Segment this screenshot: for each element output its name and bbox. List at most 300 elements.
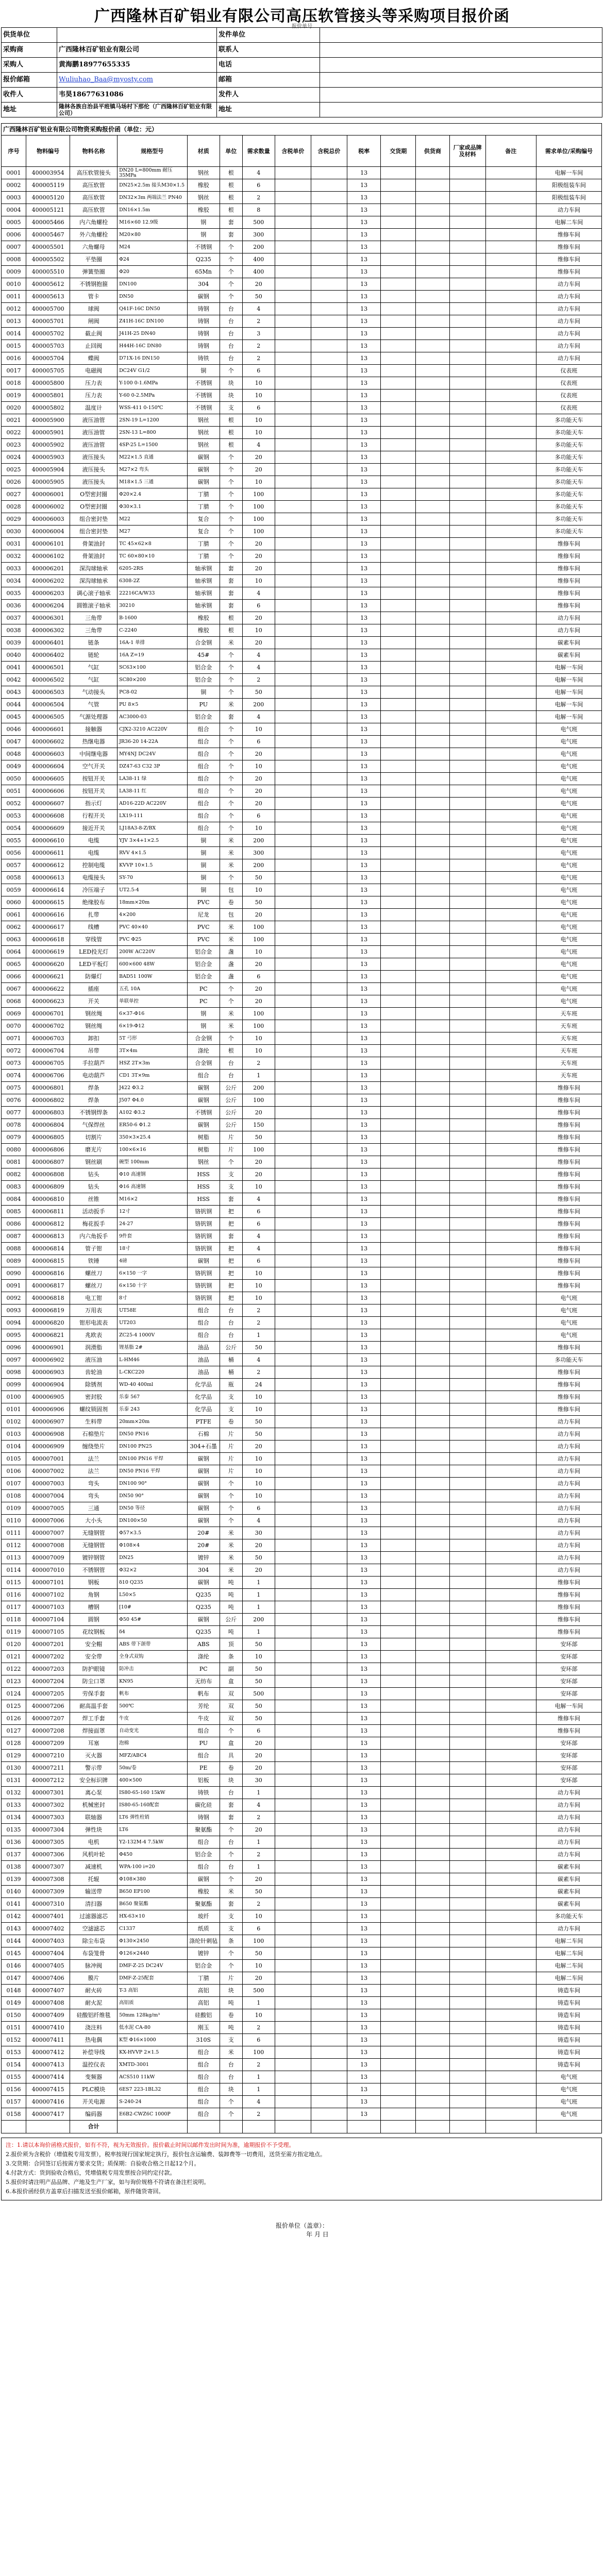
total-price-input[interactable] <box>311 365 347 377</box>
remark-input[interactable] <box>485 439 536 451</box>
delivery-input[interactable] <box>381 1614 416 1626</box>
unit-price-input[interactable] <box>275 1317 311 1329</box>
delivery-input[interactable] <box>381 773 416 785</box>
remark-input[interactable] <box>485 488 536 501</box>
total-price-input[interactable] <box>311 1614 347 1626</box>
brand-input[interactable] <box>449 995 485 1008</box>
brand-input[interactable] <box>449 1354 485 1366</box>
unit-price-input[interactable] <box>275 1206 311 1218</box>
total-price-input[interactable] <box>311 216 347 229</box>
unit-price-input[interactable] <box>275 1156 311 1168</box>
supplier-input[interactable] <box>416 427 450 439</box>
supplier-input[interactable] <box>416 1577 450 1589</box>
total-price-input[interactable] <box>311 1317 347 1329</box>
brand-input[interactable] <box>449 723 485 736</box>
total-price-input[interactable] <box>311 835 347 847</box>
unit-price-input[interactable] <box>275 896 311 909</box>
total-price-input[interactable] <box>311 600 347 612</box>
delivery-input[interactable] <box>381 1168 416 1181</box>
brand-input[interactable] <box>449 1577 485 1589</box>
total-price-input[interactable] <box>311 1923 347 1935</box>
unit-price-input[interactable] <box>275 2034 311 2046</box>
delivery-input[interactable] <box>381 179 416 192</box>
total-price-input[interactable] <box>311 1342 347 1354</box>
brand-input[interactable] <box>449 167 485 179</box>
supplier-input[interactable] <box>416 1564 450 1577</box>
supplier-input[interactable] <box>416 1391 450 1403</box>
brand-input[interactable] <box>449 1762 485 1774</box>
remark-input[interactable] <box>485 909 536 921</box>
brand-input[interactable] <box>449 1440 485 1453</box>
delivery-input[interactable] <box>381 1292 416 1304</box>
total-price-input[interactable] <box>311 1849 347 1861</box>
supplier-input[interactable] <box>416 995 450 1008</box>
total-price-input[interactable] <box>311 971 347 983</box>
total-price-input[interactable] <box>311 1304 347 1317</box>
total-price-input[interactable] <box>311 1552 347 1564</box>
unit-price-input[interactable] <box>275 167 311 179</box>
delivery-input[interactable] <box>381 1354 416 1366</box>
delivery-input[interactable] <box>381 2009 416 2022</box>
supplier-input[interactable] <box>416 723 450 736</box>
remark-input[interactable] <box>485 1564 536 1577</box>
unit-price-input[interactable] <box>275 550 311 563</box>
remark-input[interactable] <box>485 1119 536 1131</box>
total-price-input[interactable] <box>311 1762 347 1774</box>
delivery-input[interactable] <box>381 1910 416 1923</box>
remark-input[interactable] <box>485 1898 536 1910</box>
unit-price-input[interactable] <box>275 2022 311 2034</box>
brand-input[interactable] <box>449 476 485 488</box>
total-price-input[interactable] <box>311 798 347 810</box>
delivery-input[interactable] <box>381 1144 416 1156</box>
brand-input[interactable] <box>449 896 485 909</box>
total-price-input[interactable] <box>311 1502 347 1515</box>
remark-input[interactable] <box>485 2046 536 2059</box>
remark-input[interactable] <box>485 736 536 748</box>
delivery-input[interactable] <box>381 1774 416 1787</box>
brand-input[interactable] <box>449 847 485 859</box>
remark-input[interactable] <box>485 1873 536 1886</box>
supplier-input[interactable] <box>416 167 450 179</box>
total-price-input[interactable] <box>311 1700 347 1713</box>
unit-price-input[interactable] <box>275 1960 311 1972</box>
delivery-input[interactable] <box>381 476 416 488</box>
supplier-input[interactable] <box>416 1465 450 1478</box>
remark-input[interactable] <box>485 2096 536 2108</box>
supplier-input[interactable] <box>416 1985 450 1997</box>
supplier-input[interactable] <box>416 1725 450 1737</box>
total-price-input[interactable] <box>311 1020 347 1032</box>
total-price-input[interactable] <box>311 921 347 934</box>
brand-input[interactable] <box>449 451 485 464</box>
brand-input[interactable] <box>449 1527 485 1539</box>
total-price-input[interactable] <box>311 847 347 859</box>
supplier-input[interactable] <box>416 1020 450 1032</box>
brand-input[interactable] <box>449 538 485 550</box>
remark-input[interactable] <box>485 1688 536 1700</box>
supplier-input[interactable] <box>416 1181 450 1193</box>
remark-input[interactable] <box>485 1107 536 1119</box>
unit-price-input[interactable] <box>275 1614 311 1626</box>
remark-input[interactable] <box>485 1861 536 1873</box>
brand-input[interactable] <box>449 1626 485 1638</box>
remark-input[interactable] <box>485 1255 536 1267</box>
unit-price-input[interactable] <box>275 1997 311 2009</box>
total-price-input[interactable] <box>311 612 347 624</box>
remark-input[interactable] <box>485 1304 536 1317</box>
supplier-input[interactable] <box>416 1131 450 1144</box>
remark-input[interactable] <box>485 1614 536 1626</box>
supplier-input[interactable] <box>416 859 450 872</box>
total-price-input[interactable] <box>311 1750 347 1762</box>
supplier-input[interactable] <box>416 365 450 377</box>
brand-input[interactable] <box>449 1119 485 1131</box>
total-price-input[interactable] <box>311 649 347 662</box>
brand-input[interactable] <box>449 1972 485 1985</box>
remark-input[interactable] <box>485 1168 536 1181</box>
supplier-input[interactable] <box>416 1453 450 1465</box>
supplier-input[interactable] <box>416 1206 450 1218</box>
brand-input[interactable] <box>449 414 485 427</box>
unit-price-input[interactable] <box>275 241 311 253</box>
remark-input[interactable] <box>485 1218 536 1230</box>
remark-input[interactable] <box>485 1354 536 1366</box>
total-price-input[interactable] <box>311 1873 347 1886</box>
delivery-input[interactable] <box>381 1515 416 1527</box>
remark-input[interactable] <box>485 785 536 798</box>
remark-input[interactable] <box>485 872 536 884</box>
delivery-input[interactable] <box>381 216 416 229</box>
brand-input[interactable] <box>449 958 485 971</box>
brand-input[interactable] <box>449 662 485 674</box>
supplier-input[interactable] <box>416 451 450 464</box>
remark-input[interactable] <box>485 1849 536 1861</box>
supplier-input[interactable] <box>416 1057 450 1070</box>
brand-input[interactable] <box>449 488 485 501</box>
brand-input[interactable] <box>449 1873 485 1886</box>
delivery-input[interactable] <box>381 686 416 699</box>
remark-input[interactable] <box>485 1886 536 1898</box>
unit-price-input[interactable] <box>275 1651 311 1663</box>
delivery-input[interactable] <box>381 1280 416 1292</box>
supplier-input[interactable] <box>416 1168 450 1181</box>
brand-input[interactable] <box>449 674 485 686</box>
unit-price-input[interactable] <box>275 1453 311 1465</box>
remark-input[interactable] <box>485 1836 536 1849</box>
total-price-input[interactable] <box>311 1478 347 1490</box>
unit-price-input[interactable] <box>275 365 311 377</box>
delivery-input[interactable] <box>381 600 416 612</box>
brand-input[interactable] <box>449 1750 485 1762</box>
delivery-input[interactable] <box>381 1663 416 1675</box>
remark-input[interactable] <box>485 1502 536 1515</box>
unit-price-input[interactable] <box>275 229 311 241</box>
total-price-input[interactable] <box>311 1787 347 1799</box>
unit-price-input[interactable] <box>275 1737 311 1750</box>
total-price-input[interactable] <box>311 167 347 179</box>
remark-input[interactable] <box>485 1428 536 1440</box>
delivery-input[interactable] <box>381 291 416 303</box>
supplier-input[interactable] <box>416 1539 450 1552</box>
total-price-input[interactable] <box>311 179 347 192</box>
unit-price-input[interactable] <box>275 995 311 1008</box>
supplier-input[interactable] <box>416 971 450 983</box>
supplier-input[interactable] <box>416 760 450 773</box>
delivery-input[interactable] <box>381 785 416 798</box>
delivery-input[interactable] <box>381 1799 416 1811</box>
brand-input[interactable] <box>449 1181 485 1193</box>
total-price-input[interactable] <box>311 637 347 649</box>
delivery-input[interactable] <box>381 624 416 637</box>
brand-input[interactable] <box>449 1985 485 1997</box>
unit-price-input[interactable] <box>275 934 311 946</box>
brand-input[interactable] <box>449 501 485 513</box>
total-price-input[interactable] <box>311 229 347 241</box>
supplier-input[interactable] <box>416 315 450 328</box>
unit-price-input[interactable] <box>275 1032 311 1045</box>
brand-input[interactable] <box>449 1280 485 1292</box>
delivery-input[interactable] <box>381 365 416 377</box>
brand-input[interactable] <box>449 1663 485 1675</box>
remark-input[interactable] <box>485 810 536 822</box>
unit-price-input[interactable] <box>275 1886 311 1898</box>
total-price-input[interactable] <box>311 662 347 674</box>
unit-price-input[interactable] <box>275 1440 311 1453</box>
unit-price-input[interactable] <box>275 773 311 785</box>
unit-price-input[interactable] <box>275 1923 311 1935</box>
total-price-input[interactable] <box>311 773 347 785</box>
supplier-input[interactable] <box>416 1774 450 1787</box>
brand-input[interactable] <box>449 513 485 526</box>
remark-input[interactable] <box>485 1403 536 1416</box>
supplier-input[interactable] <box>416 909 450 921</box>
delivery-input[interactable] <box>381 1490 416 1502</box>
total-price-input[interactable] <box>311 1181 347 1193</box>
unit-price-input[interactable] <box>275 711 311 723</box>
remark-input[interactable] <box>485 2022 536 2034</box>
remark-input[interactable] <box>485 1181 536 1193</box>
brand-input[interactable] <box>449 1008 485 1020</box>
supplier-input[interactable] <box>416 934 450 946</box>
total-price-input[interactable] <box>311 488 347 501</box>
delivery-input[interactable] <box>381 439 416 451</box>
brand-input[interactable] <box>449 1589 485 1601</box>
remark-input[interactable] <box>485 934 536 946</box>
supplier-input[interactable] <box>416 1267 450 1280</box>
remark-input[interactable] <box>485 662 536 674</box>
total-price-input[interactable] <box>311 402 347 414</box>
supplier-input[interactable] <box>416 1070 450 1082</box>
delivery-input[interactable] <box>381 822 416 835</box>
delivery-input[interactable] <box>381 1873 416 1886</box>
total-price-input[interactable] <box>311 204 347 216</box>
total-price-input[interactable] <box>311 1057 347 1070</box>
delivery-input[interactable] <box>381 1366 416 1379</box>
delivery-input[interactable] <box>381 402 416 414</box>
remark-input[interactable] <box>485 1997 536 2009</box>
remark-input[interactable] <box>485 340 536 352</box>
remark-input[interactable] <box>485 1366 536 1379</box>
total-price-input[interactable] <box>311 253 347 266</box>
delivery-input[interactable] <box>381 1923 416 1935</box>
delivery-input[interactable] <box>381 1391 416 1403</box>
supplier-input[interactable] <box>416 1107 450 1119</box>
unit-price-input[interactable] <box>275 278 311 291</box>
delivery-input[interactable] <box>381 810 416 822</box>
total-price-input[interactable] <box>311 1737 347 1750</box>
unit-price-input[interactable] <box>275 637 311 649</box>
supplier-input[interactable] <box>416 1750 450 1762</box>
unit-price-input[interactable] <box>275 1688 311 1700</box>
delivery-input[interactable] <box>381 229 416 241</box>
remark-input[interactable] <box>485 1626 536 1638</box>
remark-input[interactable] <box>485 1589 536 1601</box>
unit-price-input[interactable] <box>275 1787 311 1799</box>
delivery-input[interactable] <box>381 699 416 711</box>
supplier-input[interactable] <box>416 1601 450 1614</box>
delivery-input[interactable] <box>381 1688 416 1700</box>
supplier-input[interactable] <box>416 291 450 303</box>
brand-input[interactable] <box>449 1230 485 1243</box>
supplier-input[interactable] <box>416 328 450 340</box>
delivery-input[interactable] <box>381 575 416 587</box>
supplier-input[interactable] <box>416 736 450 748</box>
remark-input[interactable] <box>485 501 536 513</box>
total-price-input[interactable] <box>311 1898 347 1910</box>
unit-price-input[interactable] <box>275 464 311 476</box>
supplier-input[interactable] <box>416 1515 450 1527</box>
total-price-input[interactable] <box>311 1589 347 1601</box>
unit-price-input[interactable] <box>275 1663 311 1675</box>
unit-price-input[interactable] <box>275 1564 311 1577</box>
unit-price-input[interactable] <box>275 1898 311 1910</box>
delivery-input[interactable] <box>381 946 416 958</box>
total-price-input[interactable] <box>311 340 347 352</box>
brand-input[interactable] <box>449 464 485 476</box>
delivery-input[interactable] <box>381 1737 416 1750</box>
supplier-input[interactable] <box>416 1935 450 1947</box>
supplier-input[interactable] <box>416 1947 450 1960</box>
remark-input[interactable] <box>485 723 536 736</box>
remark-input[interactable] <box>485 896 536 909</box>
delivery-input[interactable] <box>381 1787 416 1799</box>
supplier-input[interactable] <box>416 1614 450 1626</box>
delivery-input[interactable] <box>381 488 416 501</box>
total-price-input[interactable] <box>311 538 347 550</box>
unit-price-input[interactable] <box>275 1020 311 1032</box>
supplier-input[interactable] <box>416 476 450 488</box>
supplier-input[interactable] <box>416 1292 450 1304</box>
remark-input[interactable] <box>485 1539 536 1552</box>
supplier-input[interactable] <box>416 958 450 971</box>
unit-price-input[interactable] <box>275 1181 311 1193</box>
brand-input[interactable] <box>449 835 485 847</box>
delivery-input[interactable] <box>381 1824 416 1836</box>
brand-input[interactable] <box>449 1799 485 1811</box>
delivery-input[interactable] <box>381 1379 416 1391</box>
unit-price-input[interactable] <box>275 624 311 637</box>
brand-input[interactable] <box>449 1651 485 1663</box>
delivery-input[interactable] <box>381 2096 416 2108</box>
delivery-input[interactable] <box>381 1070 416 1082</box>
delivery-input[interactable] <box>381 1861 416 1873</box>
brand-input[interactable] <box>449 1638 485 1651</box>
unit-price-input[interactable] <box>275 1762 311 1774</box>
supplier-input[interactable] <box>416 2059 450 2071</box>
supplier-input[interactable] <box>416 303 450 315</box>
delivery-input[interactable] <box>381 1206 416 1218</box>
supplier-input[interactable] <box>416 1366 450 1379</box>
delivery-input[interactable] <box>381 1577 416 1589</box>
delivery-input[interactable] <box>381 303 416 315</box>
supplier-input[interactable] <box>416 414 450 427</box>
delivery-input[interactable] <box>381 1935 416 1947</box>
remark-input[interactable] <box>485 538 536 550</box>
brand-input[interactable] <box>449 1107 485 1119</box>
unit-price-input[interactable] <box>275 1539 311 1552</box>
unit-price-input[interactable] <box>275 1131 311 1144</box>
unit-price-input[interactable] <box>275 1910 311 1923</box>
remark-input[interactable] <box>485 1910 536 1923</box>
unit-price-input[interactable] <box>275 971 311 983</box>
unit-price-input[interactable] <box>275 1750 311 1762</box>
delivery-input[interactable] <box>381 1601 416 1614</box>
unit-price-input[interactable] <box>275 377 311 389</box>
remark-input[interactable] <box>485 352 536 365</box>
delivery-input[interactable] <box>381 1750 416 1762</box>
delivery-input[interactable] <box>381 1045 416 1057</box>
supplier-input[interactable] <box>416 2009 450 2022</box>
delivery-input[interactable] <box>381 1552 416 1564</box>
delivery-input[interactable] <box>381 1107 416 1119</box>
unit-price-input[interactable] <box>275 1700 311 1713</box>
total-price-input[interactable] <box>311 427 347 439</box>
brand-input[interactable] <box>449 921 485 934</box>
brand-input[interactable] <box>449 2083 485 2096</box>
unit-price-input[interactable] <box>275 946 311 958</box>
total-price-input[interactable] <box>311 1119 347 1131</box>
delivery-input[interactable] <box>381 1329 416 1342</box>
delivery-input[interactable] <box>381 872 416 884</box>
delivery-input[interactable] <box>381 1478 416 1490</box>
total-price-input[interactable] <box>311 995 347 1008</box>
total-price-input[interactable] <box>311 1045 347 1057</box>
supplier-input[interactable] <box>416 1342 450 1354</box>
total-price-input[interactable] <box>311 278 347 291</box>
delivery-input[interactable] <box>381 995 416 1008</box>
unit-price-input[interactable] <box>275 389 311 402</box>
delivery-input[interactable] <box>381 835 416 847</box>
unit-price-input[interactable] <box>275 649 311 662</box>
brand-input[interactable] <box>449 1243 485 1255</box>
remark-input[interactable] <box>485 1057 536 1070</box>
unit-price-input[interactable] <box>275 1119 311 1131</box>
delivery-input[interactable] <box>381 241 416 253</box>
unit-price-input[interactable] <box>275 1193 311 1206</box>
remark-input[interactable] <box>485 1651 536 1663</box>
total-price-input[interactable] <box>311 1070 347 1082</box>
remark-input[interactable] <box>485 1762 536 1774</box>
delivery-input[interactable] <box>381 909 416 921</box>
supplier-input[interactable] <box>416 1243 450 1255</box>
brand-input[interactable] <box>449 1329 485 1342</box>
remark-input[interactable] <box>485 1144 536 1156</box>
remark-input[interactable] <box>485 266 536 278</box>
supplier-input[interactable] <box>416 1379 450 1391</box>
delivery-input[interactable] <box>381 1985 416 1997</box>
delivery-input[interactable] <box>381 1440 416 1453</box>
